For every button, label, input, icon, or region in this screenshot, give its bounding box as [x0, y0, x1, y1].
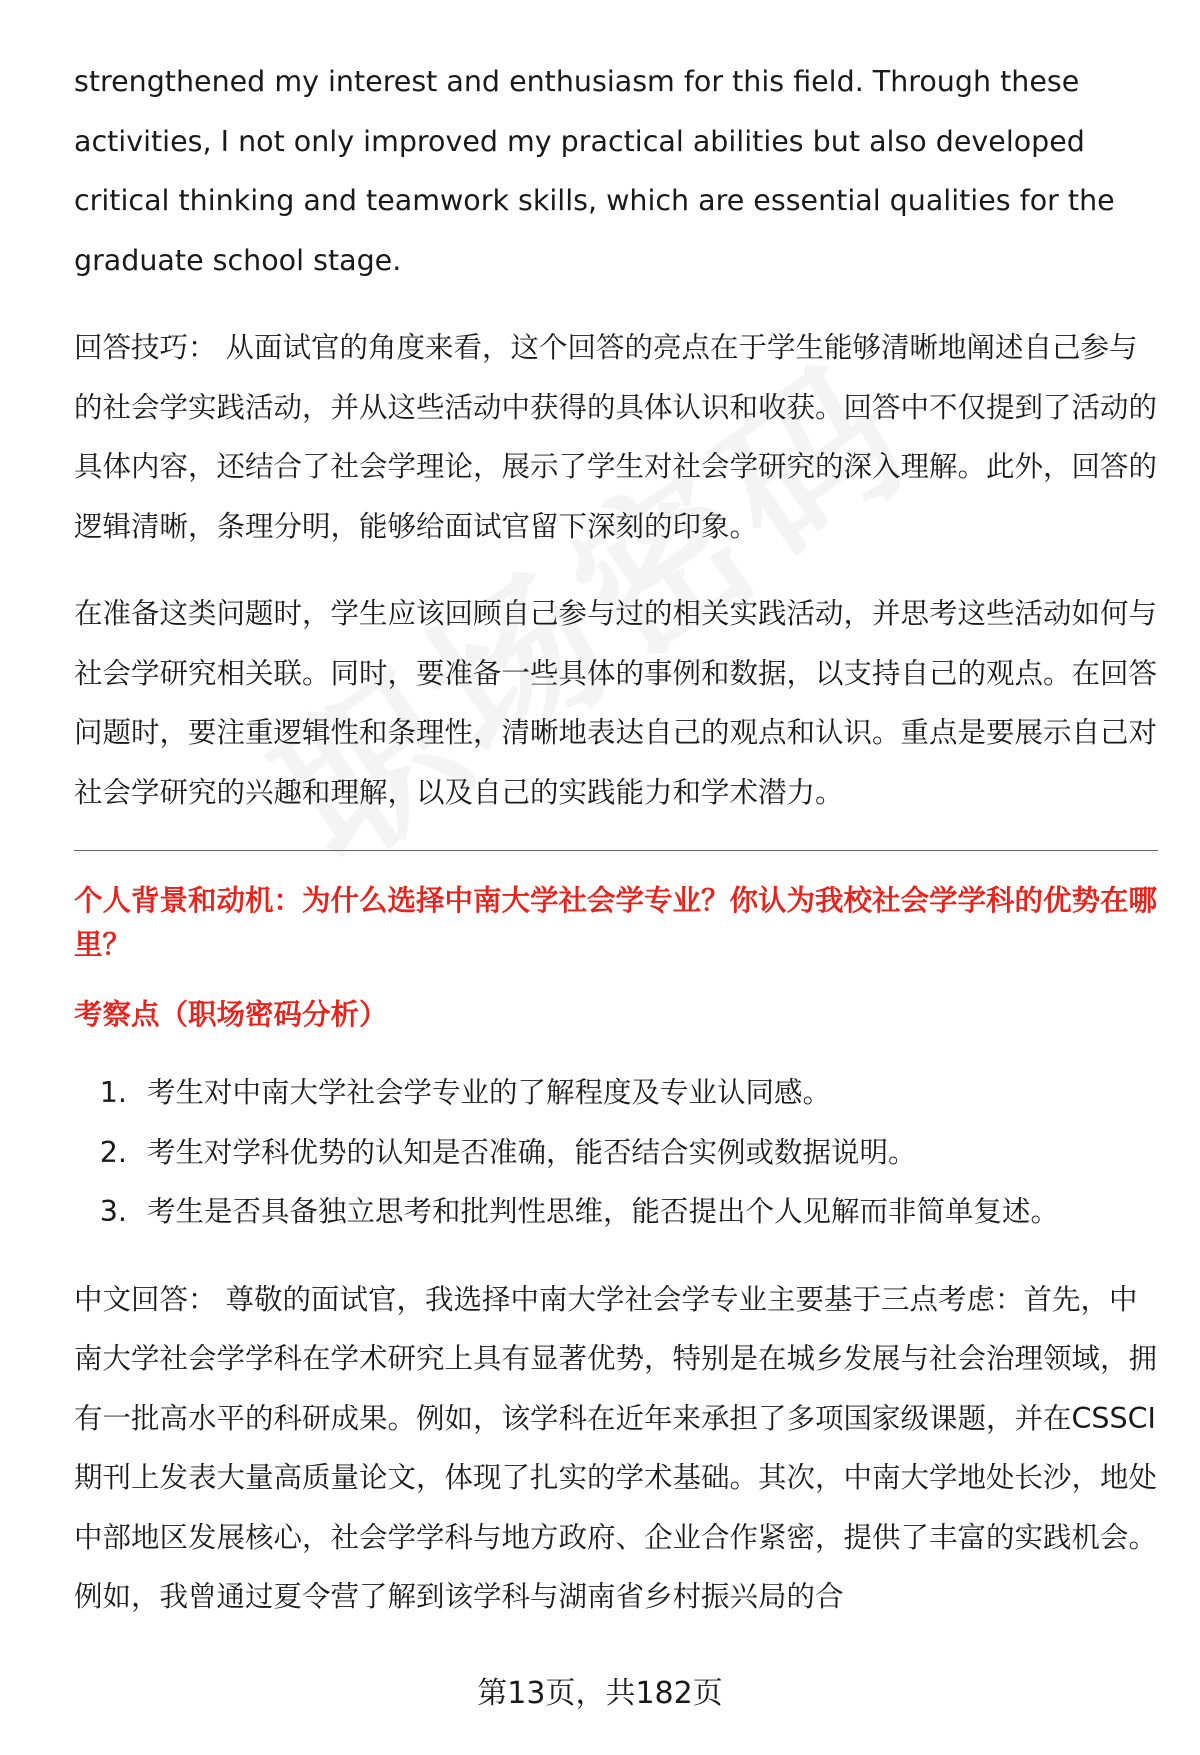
- chinese-answer-paragraph: 中文回答： 尊敬的面试官，我选择中南大学社会学专业主要基于三点考虑：首先，中南大学社会学学科在学术研究上具有显著优势，特别是在城乡发展与社会治理领域，拥有一批高水平的科研成果。例如，该学科在近年来承担了多项国家级课题，并在CSSCI期刊上发表大量高质量论文，体现了扎实的学术基础。其次，中南大学地处长沙，地处中部地区发展核心，社会学学科与地方政府、企业合作紧密，提供了丰富的实践机会。例如，我曾通过夏令营了解到该学科与湖南省乡村振兴局的合: [74, 1282, 1158, 1613]
- english-answer-paragraph: strengthened my interest and enthusiasm for this field. Through these activities, I not only improved my practical abilities but also developed critical thinking and teamwork skills, which are essential qualities for the graduate school stage.: [74, 65, 1115, 277]
- question-title: 个人背景和动机：为什么选择中南大学社会学专业？你认为我校社会学学科的优势在哪里？: [74, 884, 1158, 961]
- list-item: [74, 1123, 1158, 1183]
- list-item-text: 考生对中南大学社会学专业的了解程度及专业认同感。: [147, 1076, 832, 1109]
- list-item-text: 考生是否具备独立思考和批判性思维，能否提出个人见解而非简单复述。: [147, 1195, 1060, 1228]
- list-item-number: 3.: [99, 1195, 127, 1228]
- list-item-number: 2.: [99, 1135, 127, 1169]
- list-item: [74, 1063, 1158, 1123]
- preparation-paragraph: 在准备这类问题时，学生应该回顾自己参与过的相关实践活动，并思考这些活动如何与社会学研究相关联。同时，要准备一些具体的事例和数据，以支持自己的观点。在回答问题时，要注重逻辑性和条理性，清晰地表达自己的观点和认识。重点是要展示自己对社会学研究的兴趣和理解，以及自己的实践能力和学术潜力。: [74, 597, 1158, 809]
- list-item-text: 考生对学科优势的认知是否准确，能否结合实例或数据说明。: [147, 1135, 917, 1169]
- document-page: [74, 52, 1158, 1627]
- page-number-footer: 第13页，共182页: [477, 1676, 723, 1711]
- assessment-points-heading: 考察点（职场密码分析）: [74, 998, 388, 1031]
- assessment-points-list: [74, 1063, 1158, 1242]
- list-item-number: 1.: [99, 1076, 127, 1109]
- answer-tips-paragraph: 回答技巧： 从面试官的角度来看，这个回答的亮点在于学生能够清晰地阐述自己参与的社会学实践活动，并从这些活动中获得的具体认识和收获。回答中不仅提到了活动的具体内容，还结合了社会学理论，展示了学生对社会学研究的深入理解。此外，回答的逻辑清晰，条理分明，能够给面试官留下深刻的印象。: [74, 331, 1158, 543]
- section-divider: [74, 850, 1158, 851]
- list-item: [74, 1182, 1158, 1242]
